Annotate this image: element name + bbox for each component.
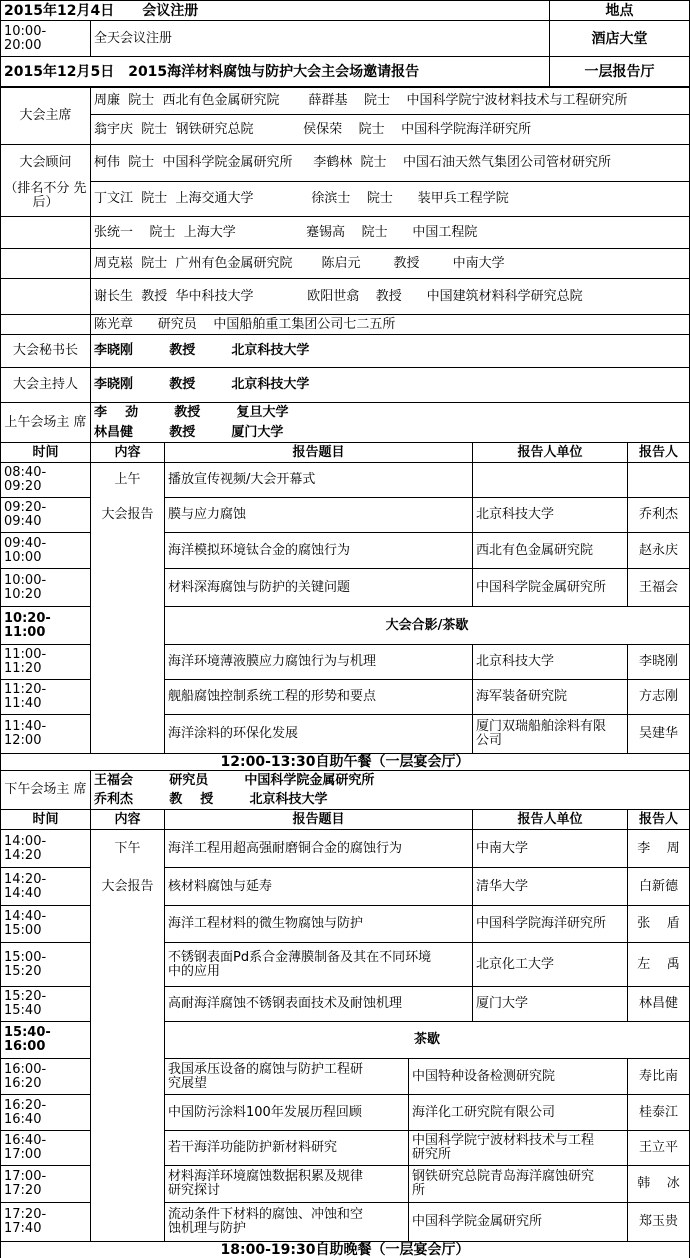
afternoon-speaker: 王立平 [638, 1140, 678, 1155]
grid-line [627, 442, 628, 607]
grid-line [408, 1058, 409, 1241]
grid-line [0, 867, 90, 868]
grid-line [627, 644, 628, 753]
afternoon-topic: 海洋工程材料的微生物腐蚀与防护 [168, 916, 364, 931]
grid-line [164, 986, 690, 987]
grid-line [164, 1130, 690, 1131]
committee-row: 翁宇庆 院士 钢铁研究总院 侯保荣 院士 中国科学院海洋研究所 [94, 121, 532, 137]
pm-chair: 王福会 研究员 中国科学院金属研究所 [94, 772, 375, 788]
grid-line [90, 114, 690, 115]
grid-line [627, 809, 628, 1022]
grid-line [0, 532, 90, 533]
dec5-header [1, 57, 549, 86]
secretary-value: 李晓刚 教授 北京科技大学 [94, 343, 310, 358]
lunch-banner: 12:00-13:30自助午餐（一层宴会厅） [220, 754, 470, 770]
grid-line [164, 867, 690, 868]
morning-time: 09:20- 09:40 [4, 500, 47, 529]
grid-line [472, 644, 473, 753]
am-chair: 林昌健 教授 厦门大学 [94, 425, 284, 440]
morning-break-time: 10:20- 11:00 [4, 610, 51, 640]
dec4-header [1, 1, 549, 20]
afternoon-org: 北京化工大学 [476, 956, 555, 972]
afternoon-type-label: 大会报告 [101, 878, 154, 894]
afternoon-org: 中国特种设备检测研究院 [412, 1068, 556, 1084]
dec4-date: 2015年12月4日 [4, 2, 115, 19]
col-header-content: 内容 [114, 811, 141, 827]
grid-line [90, 87, 91, 753]
col-header-content: 内容 [114, 444, 141, 460]
morning-time: 10:00- 10:20 [4, 572, 47, 602]
morning-break: 大会合影/茶歇 [385, 617, 469, 633]
afternoon-time: 15:00- 15:20 [4, 949, 47, 979]
grid-line [0, 679, 90, 680]
morning-speaker: 方志刚 [638, 689, 678, 704]
afternoon-org: 中国科学院海洋研究所 [476, 916, 607, 931]
afternoon-topic: 我国承压设备的腐蚀与防护工程研 究展望 [168, 1061, 364, 1091]
morning-org: 北京科技大学 [476, 654, 555, 669]
morning-speaker: 乔利杰 [638, 507, 678, 522]
morning-org: 中国科学院金属研究所 [476, 579, 607, 595]
afternoon-org: 中国科学院宁波材料技术与工程 研究所 [412, 1133, 595, 1162]
afternoon-org: 中南大学 [476, 840, 529, 856]
dec5-title: 2015海洋材料腐蚀与防护大会主会场邀请报告 [128, 63, 420, 80]
afternoon-half-label: 下午 [114, 840, 141, 856]
morning-speaker: 赵永庆 [638, 542, 678, 558]
morning-speaker: 李晓刚 [638, 654, 678, 669]
grid-line [90, 20, 91, 57]
afternoon-speaker: 白新德 [638, 878, 678, 894]
morning-org: 北京科技大学 [476, 507, 555, 522]
morning-topic: 海洋环境薄液膜应力腐蚀行为与机理 [168, 654, 377, 669]
dinner-banner: 18:00-19:30自助晚餐（一层宴会厅） [220, 1242, 470, 1258]
morning-org: 厦门双瑞船舶涂料有限 公司 [476, 719, 607, 748]
grid-line [164, 1094, 690, 1095]
grid-line [90, 181, 690, 182]
grid-line [164, 606, 690, 607]
grid-line [0, 20, 690, 21]
grid-line [0, 986, 90, 987]
grid-line [164, 714, 690, 715]
afternoon-org: 清华大学 [476, 878, 529, 894]
col-header-time: 时间 [32, 444, 59, 460]
grid-line [0, 497, 90, 498]
col-header-topic: 报告题目 [292, 811, 345, 827]
afternoon-topic: 不锈钢表面Pd系合金薄膜制备及其在不同环境 中的应用 [168, 949, 432, 979]
col-header-org: 报告人单位 [517, 811, 583, 827]
grid-line [164, 1021, 690, 1022]
advisor-note: （排名不分 先后） [4, 181, 87, 210]
col-header-time: 时间 [32, 811, 59, 827]
pm-chair: 乔利杰 教 授 北京科技大学 [94, 792, 328, 807]
col-header-org: 报告人单位 [517, 444, 583, 460]
grid-line [0, 314, 690, 315]
afternoon-speaker: 林昌健 [638, 996, 678, 1011]
afternoon-time: 16:00- 16:20 [4, 1061, 47, 1091]
afternoon-speaker: 李 周 [637, 840, 680, 856]
grid-line [0, 248, 690, 249]
grid-line [0, 809, 690, 810]
dec4-content: 全天会议注册 [94, 30, 173, 46]
morning-time: 08:40- 09:20 [4, 465, 47, 494]
grid-line [0, 1058, 90, 1059]
grid-line [164, 532, 690, 533]
grid-line [472, 442, 473, 607]
morning-topic: 播放宣传视频/大会开幕式 [168, 472, 316, 487]
grid-line [164, 442, 165, 753]
afternoon-topic: 中国防污涂料100年发展历程回顾 [168, 1104, 362, 1120]
location-header: 地点 [605, 2, 634, 19]
grid-line [164, 644, 690, 645]
grid-line [549, 0, 550, 87]
advisor-label: 大会顾问 [19, 155, 72, 170]
grid-line [164, 1202, 690, 1203]
morning-org: 海军装备研究院 [476, 689, 568, 704]
afternoon-speaker: 左 禹 [637, 956, 680, 972]
grid-line [0, 1021, 90, 1022]
afternoon-time: 17:00- 17:20 [4, 1169, 47, 1198]
grid-line [0, 87, 690, 88]
grid-line [0, 606, 90, 607]
grid-line [0, 144, 690, 145]
grid-line [627, 1058, 628, 1241]
committee-row: 丁文江 院士 上海交通大学 徐滨士 院士 装甲兵工程学院 [94, 191, 509, 206]
dec4-title: 会议注册 [142, 2, 199, 19]
afternoon-topic: 海洋工程用超高强耐磨铜合金的腐蚀行为 [168, 840, 403, 856]
host-label: 大会主持人 [12, 377, 78, 392]
grid-line [164, 809, 165, 1241]
morning-half-label: 上午 [114, 472, 141, 487]
morning-org: 西北有色金属研究院 [476, 542, 594, 558]
grid-line [0, 367, 690, 368]
grid-line [0, 334, 690, 335]
am-chair-label: 上午会场主 席 [4, 414, 87, 430]
afternoon-org: 海洋化工研究院有限公司 [412, 1104, 556, 1120]
dec5-date: 2015年12月5日 [4, 63, 115, 80]
afternoon-speaker: 寿比南 [638, 1068, 678, 1084]
grid-line [164, 942, 690, 943]
morning-topic: 海洋涂料的环保化发展 [168, 726, 299, 741]
dec5-location: 一层报告厅 [584, 63, 655, 80]
morning-speaker: 吴建华 [638, 726, 678, 741]
afternoon-topic: 核材料腐蚀与延寿 [168, 878, 273, 894]
afternoon-time: 14:00- 14:20 [4, 833, 47, 863]
grid-line [0, 1202, 90, 1203]
afternoon-break-time: 15:40- 16:00 [4, 1025, 51, 1054]
morning-type-label: 大会报告 [101, 507, 154, 522]
dec4-location: 酒店大堂 [591, 30, 648, 47]
dec4-time: 10:00- 20:00 [4, 23, 47, 53]
afternoon-topic: 材料海洋环境腐蚀数据积累及规律 研究探讨 [168, 1169, 364, 1198]
grid-line [0, 278, 690, 279]
afternoon-topic: 高耐海洋腐蚀不锈钢表面技术及耐蚀机理 [168, 996, 403, 1011]
afternoon-time: 17:20- 17:40 [4, 1207, 47, 1236]
afternoon-time: 14:20- 14:40 [4, 871, 47, 901]
grid-line [164, 1165, 690, 1166]
grid-line [0, 216, 690, 217]
am-chair: 李 劲 教授 复旦大学 [94, 405, 289, 420]
committee-row: 陈光章 研究员 中国船舶重工集团公司七二五所 [94, 316, 396, 332]
grid-line [0, 1094, 90, 1095]
grid-line [0, 829, 690, 830]
grid-line [0, 1130, 90, 1131]
table-border [0, 0, 1, 1258]
committee-row: 周廉 院士 西北有色金属研究院 薛群基 院士 中国科学院宁波材料技术与工程研究所 [94, 93, 628, 108]
committee-row: 柯伟 院士 中国科学院金属研究所 李鹤林 院士 中国石油天然气集团公司管材研究所 [94, 155, 611, 170]
afternoon-org: 中国科学院金属研究所 [412, 1214, 543, 1229]
grid-line [0, 1165, 90, 1166]
morning-time: 11:00- 11:20 [4, 647, 47, 676]
host-value: 李晓刚 教授 北京科技大学 [94, 377, 310, 392]
afternoon-topic: 流动条件下材料的腐蚀、冲蚀和空 蚀机理与防护 [168, 1207, 364, 1236]
grid-line [0, 770, 690, 771]
afternoon-speaker: 桂泰江 [638, 1104, 678, 1120]
morning-time: 09:40- 10:00 [4, 535, 47, 565]
grid-line [0, 568, 90, 569]
morning-topic: 材料深海腐蚀与防护的关键问题 [168, 579, 351, 595]
afternoon-break: 茶歇 [413, 1032, 440, 1047]
grid-line [164, 905, 690, 906]
morning-speaker: 王福会 [638, 579, 678, 595]
afternoon-speaker: 韩 冰 [637, 1176, 680, 1191]
grid-line [0, 905, 90, 906]
committee-row: 张统一 院士 上海大学 蹇锡高 院士 中国工程院 [94, 224, 478, 240]
grid-line [0, 442, 690, 443]
grid-line [164, 568, 690, 569]
morning-time: 11:40- 12:00 [4, 719, 47, 748]
grid-line [472, 809, 473, 1022]
afternoon-org: 钢铁研究总院青岛海洋腐蚀研究 所 [412, 1169, 595, 1198]
afternoon-topic: 若干海洋功能防护新材料研究 [168, 1140, 338, 1155]
afternoon-time: 15:20- 15:40 [4, 989, 47, 1018]
table-border [0, 0, 690, 1]
grid-line [164, 497, 690, 498]
grid-line [0, 714, 90, 715]
col-header-topic: 报告题目 [292, 444, 345, 460]
secretary-label: 大会秘书长 [12, 343, 78, 358]
grid-line [0, 1241, 690, 1242]
morning-topic: 海洋模拟环境钛合金的腐蚀行为 [168, 542, 351, 558]
morning-topic: 膜与应力腐蚀 [168, 507, 247, 522]
committee-row: 谢长生 教授 华中科技大学 欧阳世翕 教授 中国建筑材料科学研究总院 [94, 288, 583, 304]
pm-chair-label: 下午会场主 席 [4, 782, 87, 797]
col-header-speaker: 报告人 [638, 444, 678, 460]
grid-line [90, 770, 91, 1241]
morning-time: 11:20- 11:40 [4, 682, 47, 711]
morning-topic: 舰船腐蚀控制系统工程的形势和要点 [168, 689, 377, 704]
col-header-speaker: 报告人 [638, 811, 678, 827]
grid-line [164, 1058, 690, 1059]
grid-line [0, 942, 90, 943]
afternoon-org: 厦门大学 [476, 996, 529, 1011]
committee-row: 周克崧 院士 广州有色金属研究院 陈启元 教授 中南大学 [94, 255, 505, 271]
afternoon-time: 16:20- 16:40 [4, 1097, 47, 1127]
grid-line [0, 644, 90, 645]
afternoon-time: 16:40- 17:00 [4, 1133, 47, 1162]
afternoon-speaker: 张 盾 [637, 916, 680, 931]
grid-line [0, 753, 690, 754]
afternoon-time: 14:40- 15:00 [4, 909, 47, 938]
grid-line [164, 679, 690, 680]
afternoon-speaker: 郑玉贵 [638, 1214, 678, 1229]
grid-line [0, 462, 690, 463]
chair-label: 大会主席 [19, 108, 72, 123]
grid-line [0, 402, 690, 403]
grid-line [0, 56, 690, 57]
